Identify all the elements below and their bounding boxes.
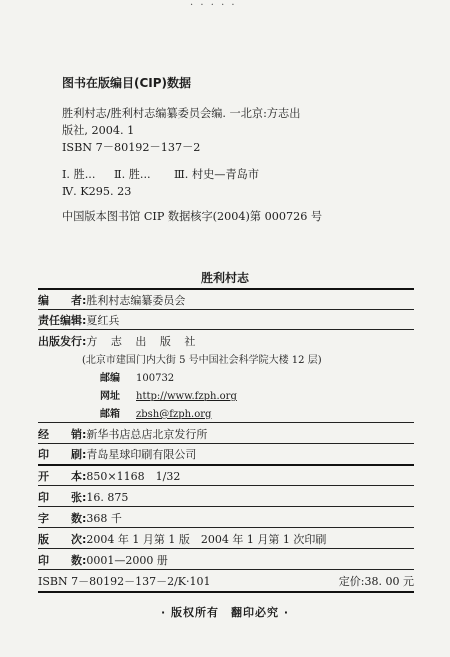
sheets-row [38, 489, 128, 505]
cip-class-2: Ⅱ. 胜... [114, 168, 151, 181]
print-run-label: 印 数: [38, 554, 87, 567]
publisher-label: 出版发行: [38, 335, 87, 348]
printer-value: 青岛星球印刷有限公司 [86, 448, 197, 461]
postcode-label: 邮编 [100, 373, 120, 384]
divider [38, 485, 414, 486]
editor-label: 编 者: [38, 294, 87, 307]
email-label: 邮箱 [100, 409, 120, 420]
cip-record-line-1: 胜利村志/胜利村志编纂委员会编. 一北京:方志出 [62, 107, 301, 120]
email-link[interactable]: zbsh@fzph.org [136, 409, 212, 420]
responsible-editor-row [38, 312, 119, 328]
word-count-value: 368 千 [86, 512, 122, 525]
cip-heading: 图书在版编目(CIP)数据 [62, 76, 192, 90]
postcode-value: 100732 [136, 373, 175, 384]
cip-class-3: Ⅲ. 村史—青岛市 [174, 168, 260, 181]
divider [38, 591, 414, 593]
cip-library-number: 中国版本图书馆 CIP 数据核字(2004)第 000726 号 [62, 210, 323, 223]
rights-notice: · 版权所有 翻印必究 · [160, 606, 290, 619]
website-link[interactable]: http://www.fzph.org [136, 391, 237, 402]
email-row [100, 405, 211, 420]
divider [38, 329, 414, 330]
website-row [100, 387, 237, 402]
divider [38, 422, 414, 423]
cip-class-4: Ⅳ. K295. 23 [62, 185, 132, 198]
editor-row [38, 292, 185, 308]
responsible-editor-value: 夏红兵 [86, 314, 120, 327]
isbn-price-row [38, 573, 211, 589]
format-value: 850×1168 1/32 [86, 470, 181, 483]
divider [38, 309, 414, 310]
distributor-row [38, 426, 207, 442]
edition-row [38, 531, 326, 547]
divider [38, 288, 414, 290]
distributor-label: 经 销: [38, 428, 87, 441]
edition-label: 版 次: [38, 533, 87, 546]
publisher-row [38, 333, 200, 349]
divider [38, 527, 414, 528]
word-count-row [38, 510, 122, 526]
bottom-isbn: ISBN 7－80192－137－2/K·101 [38, 575, 211, 588]
format-label: 开 本: [38, 470, 87, 483]
price: 定价:38. 00 元 [338, 575, 414, 588]
format-row [38, 468, 180, 484]
print-run-row [38, 552, 168, 568]
website-label: 网址 [100, 391, 120, 402]
cip-classification [62, 166, 402, 183]
divider [38, 569, 414, 570]
editor-value: 胜利村志编纂委员会 [86, 294, 186, 307]
cip-block [62, 74, 402, 225]
cip-class-1: Ⅰ. 胜... [62, 168, 96, 181]
word-count-label: 字 数: [38, 512, 87, 525]
divider [38, 443, 414, 444]
sheets-label: 印 张: [38, 491, 87, 504]
edition-value: 2004 年 1 月第 1 版 2004 年 1 月第 1 次印刷 [86, 533, 327, 546]
divider [38, 464, 414, 466]
cip-isbn: ISBN 7－80192－137－2 [62, 141, 201, 154]
publisher-address: (北京市建国门内大街 5 号中国社会科学院大楼 12 层) [82, 355, 322, 366]
postcode-row [100, 369, 174, 384]
cip-record-line-2: 版社, 2004. 1 [62, 124, 135, 137]
book-title: 胜利村志 [200, 271, 249, 285]
printer-label: 印 刷: [38, 448, 87, 461]
print-run-value: 0001—2000 册 [86, 554, 168, 567]
divider [38, 506, 414, 507]
publisher-value: 方 志 出 版 社 [86, 335, 201, 348]
printer-row [38, 446, 196, 462]
divider [38, 548, 414, 549]
sheets-value: 16. 875 [86, 491, 129, 504]
distributor-value: 新华书店总店北京发行所 [86, 428, 208, 441]
top-marks: · · · · · [190, 0, 237, 11]
responsible-editor-label: 责任编辑: [38, 314, 87, 327]
